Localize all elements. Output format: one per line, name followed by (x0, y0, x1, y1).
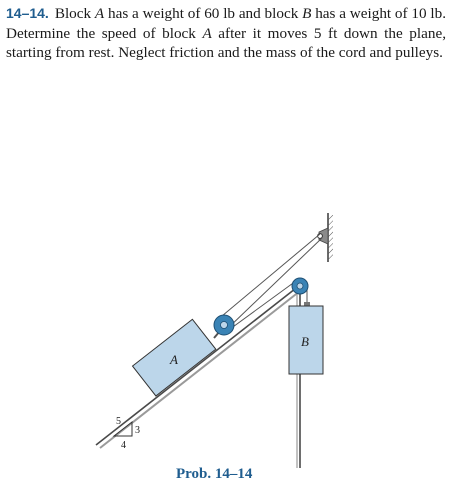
problem-statement (6, 4, 446, 63)
problem-text-segment: has a weight of 10 lb. Determine the speed of block (6, 5, 446, 42)
block-b-hook (304, 302, 310, 306)
incline (96, 285, 300, 468)
wall-hatch (328, 215, 333, 260)
problem-text-segment: after it moves 5 ft down the plane, starting from rest. Neglect friction and the mass of the cord and pulleys. (6, 24, 446, 61)
problem-text-segment: Block (54, 5, 95, 22)
problem-variable: A (94, 5, 105, 22)
block-a-label: A (170, 352, 178, 367)
problem-number: 14–14. (6, 5, 49, 21)
slope-run-label: 4 (121, 440, 126, 451)
pulley-figure (0, 180, 456, 470)
problem-variable: B (302, 5, 312, 22)
wall-anchor (318, 213, 333, 262)
block-b-label: B (301, 334, 309, 349)
fixed-pulley (292, 278, 308, 294)
problem-variable: A (202, 24, 212, 42)
figure-caption: Prob. 14–14 (176, 466, 253, 482)
problem-text (6, 5, 446, 61)
block-a-pulley-hub (221, 322, 228, 329)
fixed-pulley-hub (297, 283, 303, 289)
slope-rise-label: 3 (135, 425, 140, 436)
problem-text-segment: has a weight of 60 lb and block (104, 5, 303, 22)
block-a-pulley (214, 315, 234, 338)
slope-hyp-label: 5 (116, 416, 121, 427)
block-b (289, 302, 323, 374)
incline-surface (96, 285, 300, 445)
incline-shading (100, 291, 300, 448)
